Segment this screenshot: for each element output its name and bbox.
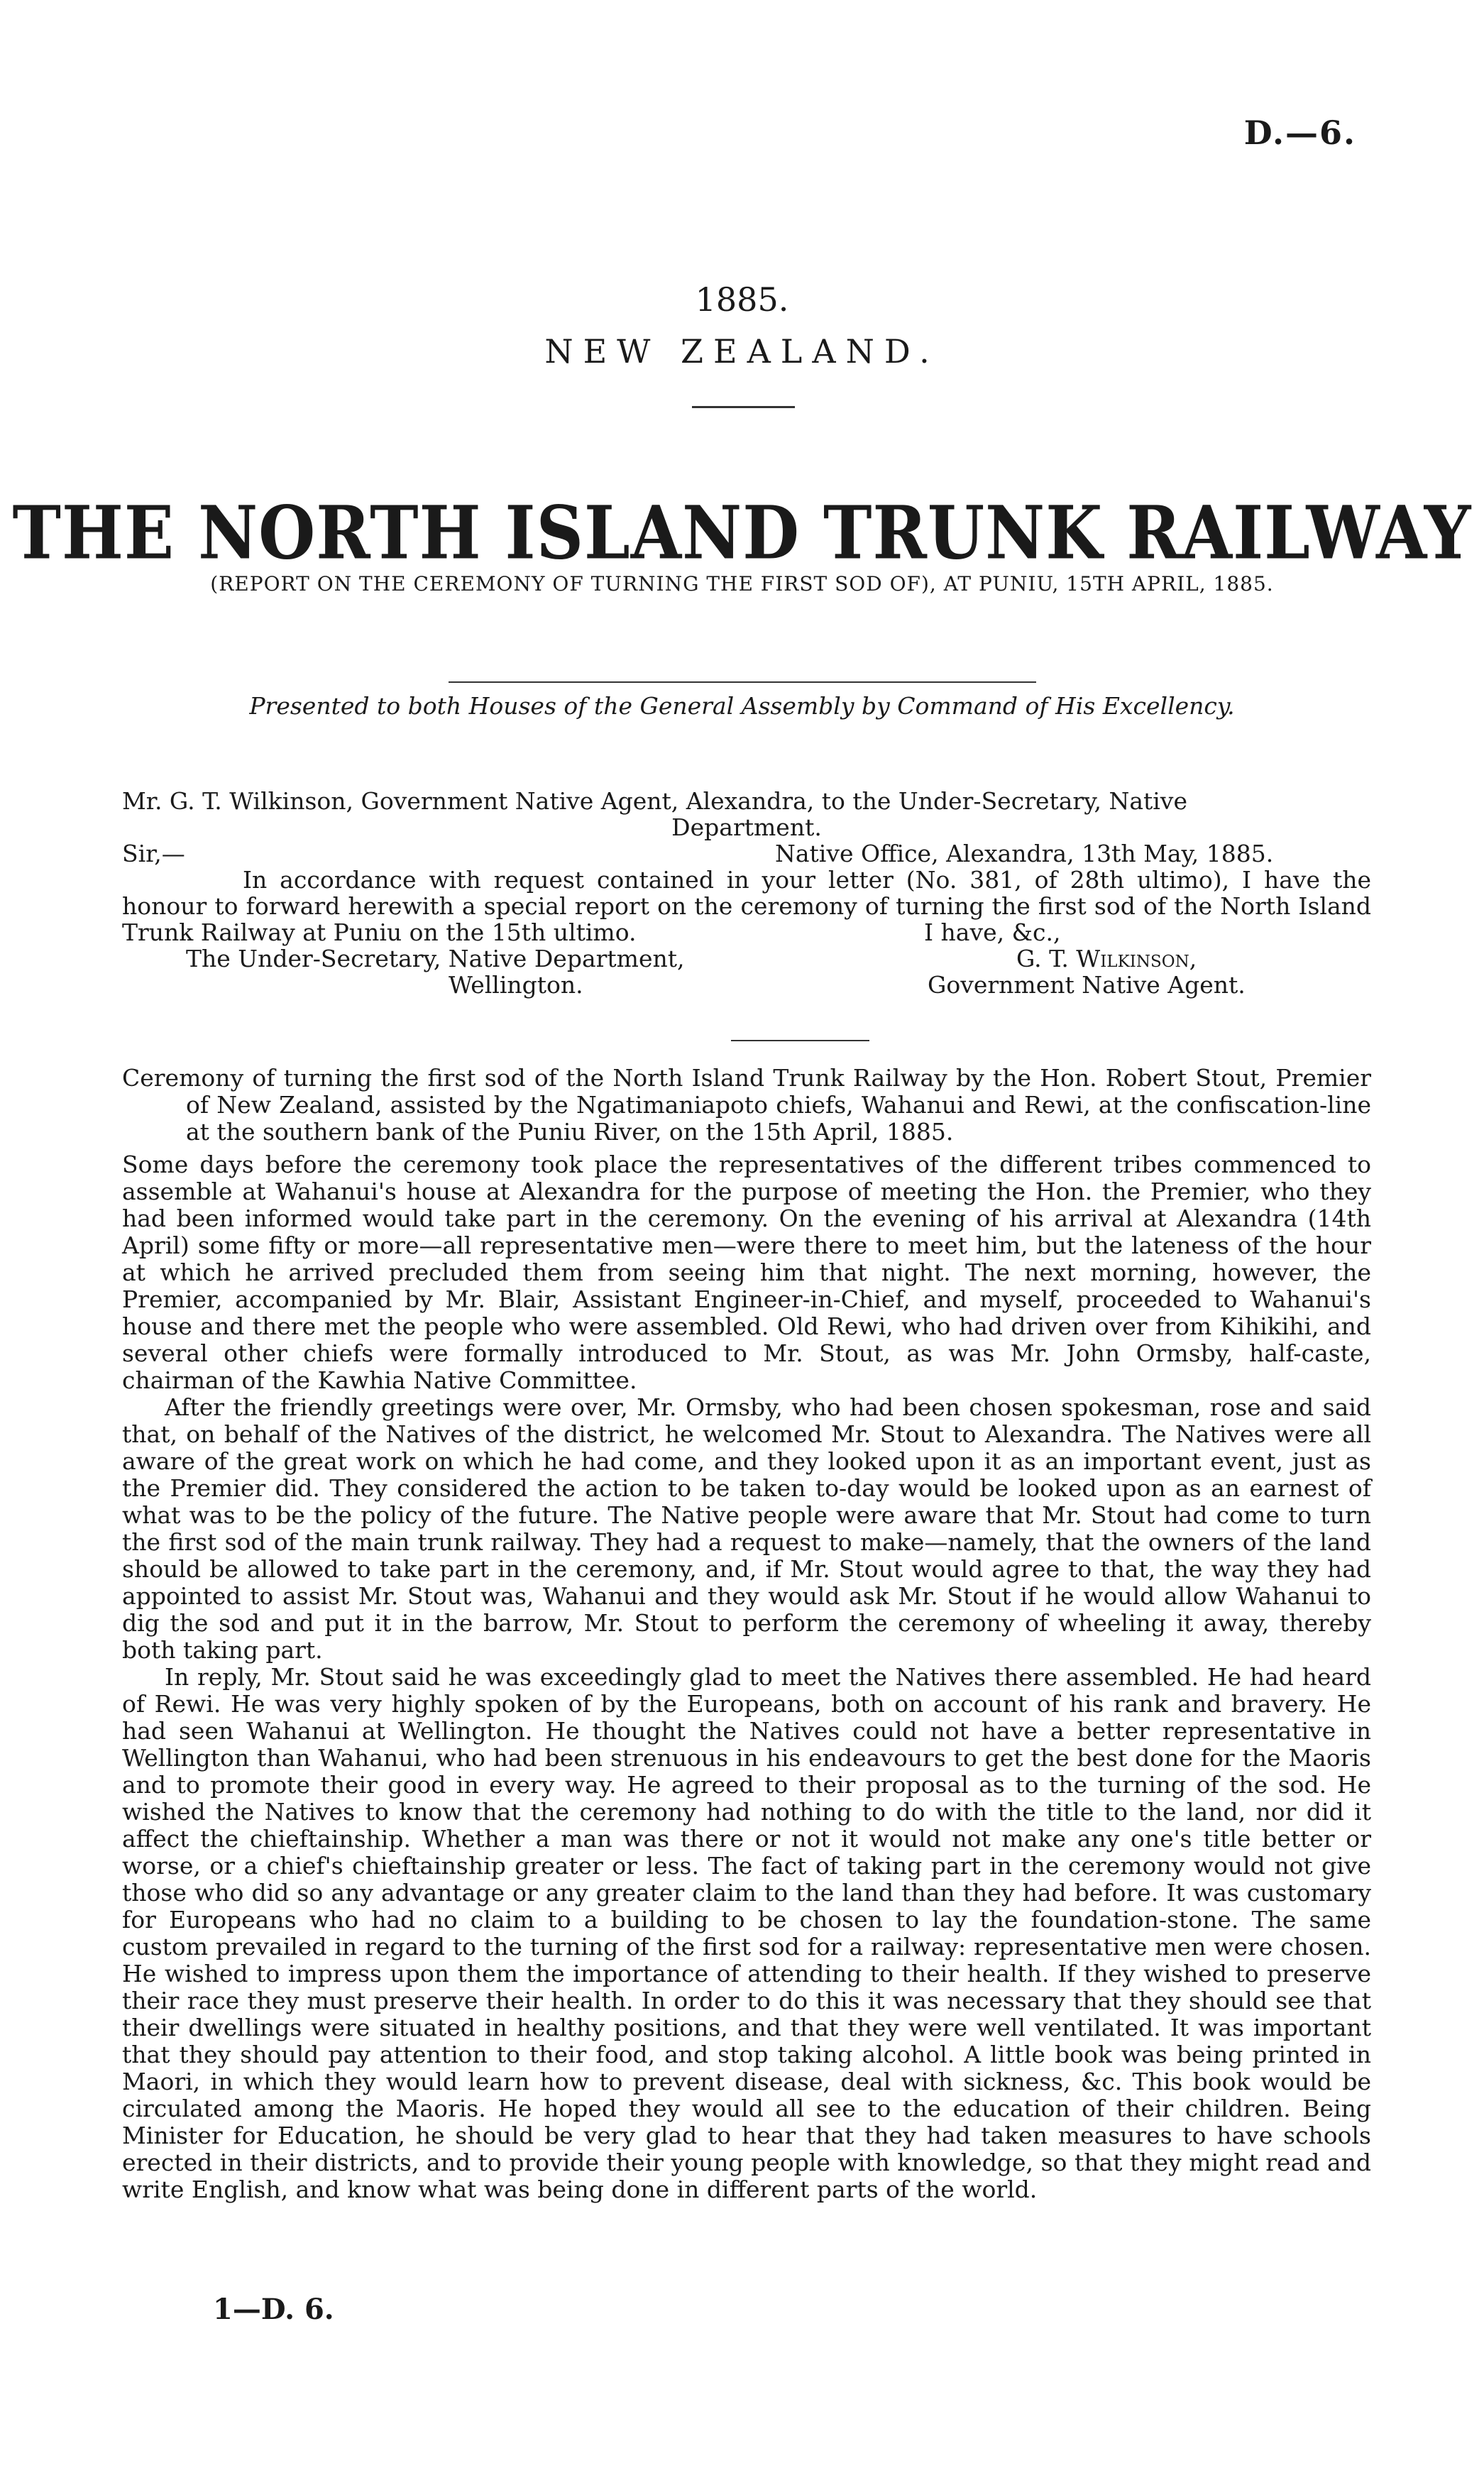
addressee-row (122, 945, 1371, 972)
signature-mark: 1—D. 6. (213, 2293, 334, 2326)
report-paragraph: In reply, Mr. Stout said he was exceedingly glad to meet the Natives there assembled. He had heard of Rewi. He was very highly spoken of by the Europeans, both on account of his rank and bravery. He had seen Wahanui at Wellington. He thought the Natives could not have a better representative in Wellington than Wahanui, who had been strenuous in his endeavours to get the best done for the Maoris and to promote their good in every way. He agreed to their proposal as to the turning of the sod. He wished the Natives to know that the ceremony had nothing to do with the title to the land, nor did it affect the chieftainship. Whether a man was there or not it would not make any one's title better or worse, or a chief's chieftainship greater or less. The fact of taking part in the ceremony would not give those who did so any advantage or any greater claim to the land than they had before. It was customary for Europeans who had no claim to a building to be chosen to lay the foundation-stone. The same custom prevailed in regard to the turning of the first sod for a railway: representative men were chosen. He wished to impress upon them the importance of attending to their health. If they wished to preserve their race they must preserve their health. In order to do this it was necessary that they should see that their dwellings were situated in healthy positions, and that they were well ventilated. It was important that they should pay attention to their food, and stop taking alcohol. A little book was being printed in Maori, in which they would learn how to prevent disease, deal with sickness, &c. This book would be circulated among the Maoris. He hoped they would all see to the education of their children. Being Minister for Education, he should be very glad to hear that they had taken measures to have schools erected in their districts, and to provide their young people with knowledge, so that they might read and write English, and know what was being done in different parts of the world. (122, 1663, 1371, 2203)
closing-row (122, 919, 1371, 945)
letter-body: In accordance with request contained in your letter (No. 381, of 28th ultimo), I have the honour to forward herewith a special report on the ceremony of turning the first sod of the North Island Trunk Railway at Puniu on the 15th ultimo. (122, 866, 1371, 946)
salutation-row (122, 840, 1371, 867)
place-date: Native Office, Alexandra, 13th May, 1885. (775, 840, 1274, 867)
report-paragraph: Some days before the ceremony took place the representatives of the different tribes commenced to assemble at Wahanui's house at Alexandra for the purpose of meeting the Hon. the Premier, who they had been informed would take part in the ceremony. On the evening of his arrival at Alexandra (14th April) some fifty or more—all representative men—were there to meet him, but the lateness of the hour at which he arrived precluded them from seeing him that night. The next morning, however, the Premier, accompanied by Mr. Blair, Assistant Engineer-in-Chief, and myself, proceeded to Wahanui's house and there met the people who were assembled. Old Rewi, who had driven over from Kihikihi, and several other chiefs were formally introduced to Mr. Stout, as was Mr. John Ormsby, half-caste, chairman of the Kawhia Native Committee. (122, 1151, 1371, 1394)
document-title: THE NORTH ISLAND TRUNK RAILWAY (12, 490, 1472, 576)
divider-rule (692, 406, 795, 408)
divider-rule (731, 1040, 869, 1041)
letter-heading-continued: Department. (671, 813, 822, 841)
divider-rule (449, 681, 1036, 683)
letter-heading: Mr. G. T. Wilkinson, Government Native Agent, Alexandra, to the Under-Secretary, Native (122, 787, 1187, 815)
document-subtitle: (REPORT ON THE CEREMONY OF TURNING THE FIRST SOD OF), AT PUNIU, 15TH APRIL, 1885. (210, 572, 1274, 596)
ceremony-heading: Ceremony of turning the first sod of the North Island Trunk Railway by the Hon. Robert Stout, Premier of New Zealand, assisted by the Ngatimaniapoto chiefs, Wahanui and Rewi, at the confiscation-line at the southern bank of the Puniu River, on the 15th April, 1885. (122, 1064, 1371, 1146)
addressee-row-2 (122, 972, 1371, 998)
covering-letter (122, 788, 1371, 998)
year: 1885. (695, 280, 789, 319)
addressee: The Under-Secretary, Native Department, (186, 945, 685, 972)
report-body (122, 1065, 1371, 2203)
signature-name: G. T. Wilkinson, (1016, 945, 1197, 972)
presented-line: Presented to both Houses of the General Assembly by Command of His Excellency. (249, 692, 1235, 720)
closing: I have, &c., (924, 918, 1061, 946)
report-paragraph: After the friendly greetings were over, Mr. Ormsby, who had been chosen spokesman, rose and said that, on behalf of the Natives of the district, he welcomed Mr. Stout to Alexandra. The Natives were all aware of the great work on which he had come, and they looked upon it as an important event, just as the Premier did. They considered the action to be taken to-day would be looked upon as an earnest of what was to be the policy of the future. The Native people were aware that Mr. Stout had come to turn the first sod of the main trunk railway. They had a request to make—namely, that the owners of the land should be allowed to take part in the ceremony, and, if Mr. Stout would agree to that, the way they had appointed to assist Mr. Stout was, Wahanui and they would ask Mr. Stout if he would allow Wahanui to dig the sod and put it in the barrow, Mr. Stout to perform the ceremony of wheeling it away, thereby both taking part. (122, 1393, 1371, 1664)
document-reference: D.—6. (1243, 114, 1356, 152)
signature-title: Government Native Agent. (928, 971, 1246, 999)
salutation: Sir,— (122, 840, 185, 867)
addressee-city: Wellington. (449, 971, 583, 999)
country-heading: NEW ZEALAND. (544, 332, 940, 371)
